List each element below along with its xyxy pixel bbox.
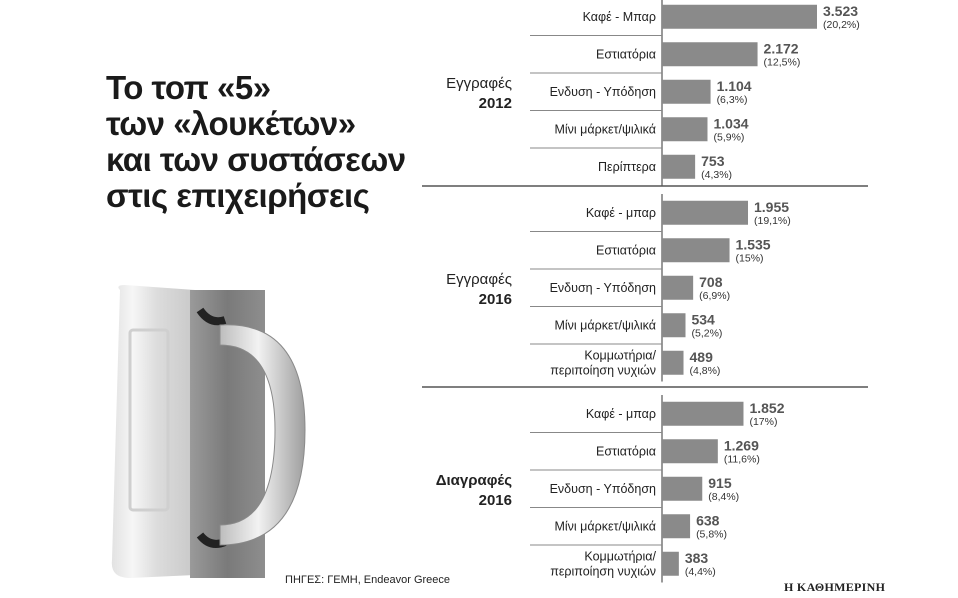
category-label: Καφέ - Μπαρ [582,9,656,24]
bar [662,439,718,463]
share-label: (4,8%) [689,364,721,377]
bar [662,276,693,300]
share-label: (4,3%) [701,168,733,181]
category-label: Κομμωτήρια/ [584,348,656,363]
category-label: περιποίηση νυχιών [550,564,656,579]
value-label: 1.034 [713,115,749,132]
group-label: Εγγραφές [446,74,512,92]
value-label: 383 [684,549,709,566]
value-label: 1.104 [716,77,752,94]
bar [662,155,695,179]
title-line: των «λουκέτων» [106,105,356,142]
group-label-year: 2016 [478,491,512,509]
category-label: Καφέ - μπαρ [585,205,656,220]
share-label: (6,9%) [699,289,731,302]
category-label: Ενδυση - Υπόδηση [549,84,656,99]
bar [662,80,711,104]
category-label: Εστιατόρια [596,444,656,459]
share-label: (5,2%) [691,327,723,340]
bar [662,313,685,337]
value-label: 489 [689,348,713,365]
group-label-year: 2012 [478,94,512,112]
share-label: (20,2%) [823,18,860,31]
group-label: Εγγραφές [446,270,512,288]
value-label: 1.535 [735,236,771,253]
value-label: 708 [699,273,723,290]
value-label: 534 [691,311,715,328]
bar [662,42,758,66]
category-label: Περίπτερα [598,159,656,174]
category-label: περιποίηση νυχιών [550,363,656,378]
value-label: 1.955 [754,198,790,215]
value-label: 753 [701,152,725,169]
share-label: (12,5%) [763,56,801,69]
value-label: 638 [696,512,720,529]
category-label: Μίνι μάρκετ/ψιλικά [554,519,656,534]
share-label: (8,4%) [708,490,740,503]
bar [662,201,748,225]
value-label: 915 [708,474,732,491]
bar [662,117,707,141]
value-label: 3.523 [823,2,859,19]
bar [662,238,730,262]
value-label: 2.172 [763,40,799,57]
value-label: 1.269 [723,437,759,454]
title-line: στις επιχειρήσεις [106,177,370,214]
share-label: (11,6%) [723,453,760,466]
category-label: Ενδυση - Υπόδηση [549,481,656,496]
share-label: (15%) [735,252,764,265]
title-line: και των συστάσεων [106,141,406,178]
share-label: (5,8%) [696,528,728,541]
newspaper-credit: Η ΚΑΘΗΜΕΡΙΝΗ [784,580,886,594]
category-label: Εστιατόρια [596,243,656,258]
category-label: Μίνι μάρκετ/ψιλικά [554,122,656,137]
bar [662,402,743,426]
sources-note: ΠΗΓΕΣ: ΓΕΜΗ, Endeavor Greece [285,574,451,586]
share-label: (19,1%) [754,214,791,227]
value-label: 1.852 [749,399,785,416]
bar [662,351,684,375]
category-label: Ενδυση - Υπόδηση [549,280,656,295]
share-label: (17%) [749,415,778,428]
bar [662,5,817,29]
bar [662,477,702,501]
category-label: Κομμωτήρια/ [584,549,656,564]
group-label: Διαγραφές [435,471,512,489]
share-label: (6,3%) [716,93,748,106]
share-label: (5,9%) [713,131,745,144]
share-label: (4,4%) [684,565,716,578]
bar [662,514,690,538]
category-label: Καφέ - μπαρ [585,406,656,421]
category-label: Μίνι μάρκετ/ψιλικά [554,318,656,333]
bar [662,552,679,576]
title-line: Το τοπ «5» [106,69,271,106]
category-label: Εστιατόρια [596,47,656,62]
group-label-year: 2016 [478,290,512,308]
